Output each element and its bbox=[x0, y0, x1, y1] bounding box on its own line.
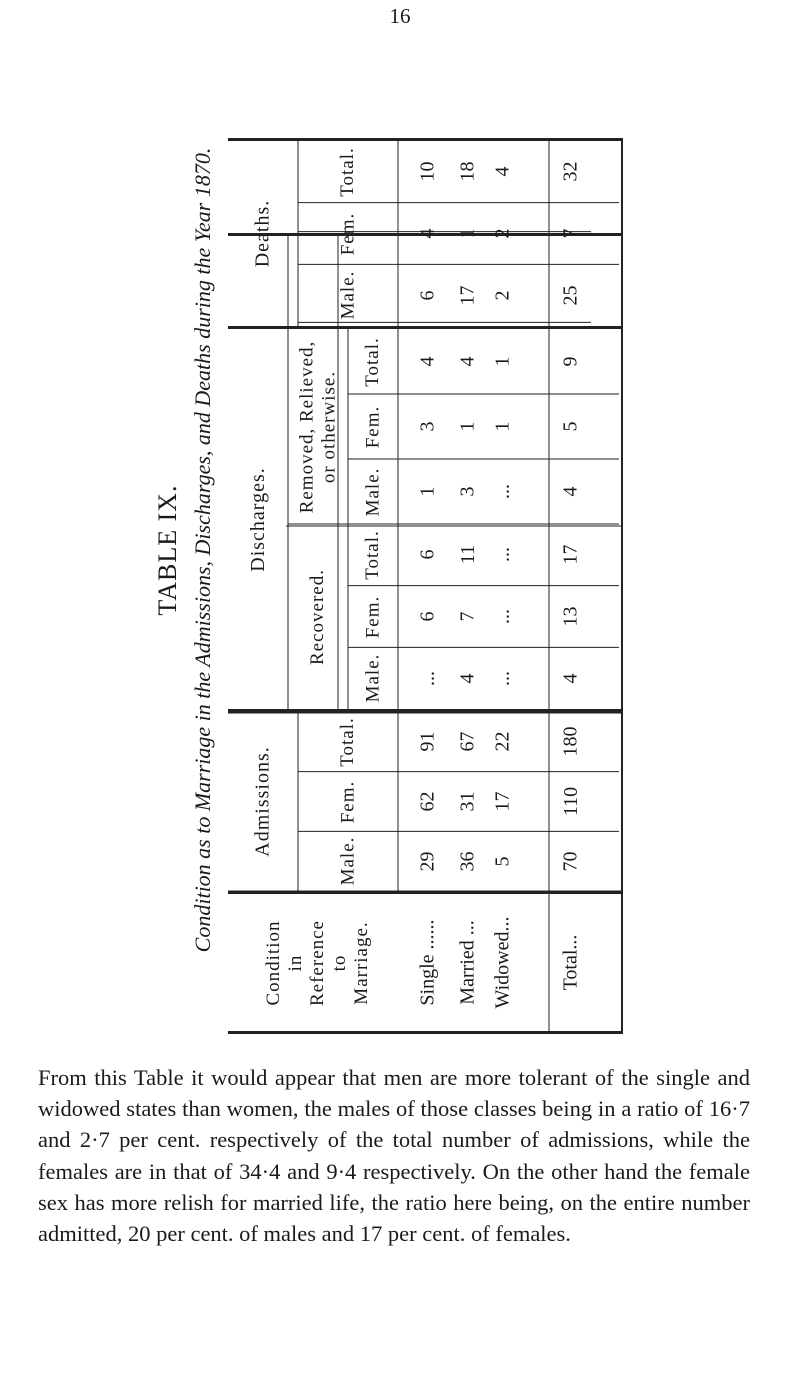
removed-cell: 1 bbox=[456, 421, 479, 432]
deaths-cell: 4 bbox=[491, 166, 514, 177]
recovered-cell: 6 bbox=[416, 549, 439, 560]
removed-cell: 1 bbox=[416, 486, 439, 497]
deaths-cell: 1 bbox=[456, 228, 479, 239]
recovered-cell: 4 bbox=[456, 673, 479, 684]
deaths-col-header: Fem. bbox=[336, 212, 358, 255]
deaths-cell: 17 bbox=[456, 285, 479, 306]
deaths-cell: 25 bbox=[559, 285, 582, 306]
admissions-col-header: Fem. bbox=[336, 780, 358, 823]
deaths-heading: Deaths. bbox=[251, 199, 274, 268]
row-label: Married ... bbox=[456, 920, 479, 1005]
deaths-col-header: Total. bbox=[336, 147, 358, 197]
admissions-cell: 62 bbox=[416, 791, 439, 812]
deaths-col-header: Male. bbox=[336, 270, 358, 320]
recovered-cell: 11 bbox=[456, 545, 479, 565]
deaths-cell: 32 bbox=[559, 161, 582, 182]
discharges-heading: Discharges. bbox=[246, 466, 269, 572]
removed-cell: 9 bbox=[559, 356, 582, 367]
condition-header-line: Condition bbox=[263, 920, 284, 1006]
page-number: 16 bbox=[389, 4, 411, 28]
deaths-cell: 7 bbox=[559, 228, 582, 239]
row-label: Widowed... bbox=[491, 916, 514, 1009]
removed-cell: 3 bbox=[416, 421, 439, 432]
recovered-heading: Recovered. bbox=[306, 568, 328, 665]
admissions-cell: 36 bbox=[456, 851, 479, 872]
deaths-cell: 10 bbox=[416, 161, 439, 182]
table-caption: Condition as to Marriage in the Admissions, Discharges, and Deaths during the Year 1870. bbox=[190, 147, 215, 953]
condition-header-line: in bbox=[285, 954, 306, 971]
condition-header bbox=[263, 920, 373, 1006]
condition-header-line: Marriage. bbox=[351, 920, 372, 1005]
deaths-cell: 2 bbox=[491, 228, 514, 239]
recovered-col-header: Male. bbox=[361, 653, 383, 703]
row-label: Single ...... bbox=[416, 919, 439, 1006]
removed-cell: 4 bbox=[559, 486, 582, 497]
recovered-col-header: Total. bbox=[361, 530, 383, 580]
recovered-cell: ... bbox=[491, 547, 514, 563]
removed-heading-line: or otherwise. bbox=[317, 370, 339, 483]
removed-col-header: Male. bbox=[361, 467, 383, 516]
admissions-cell: 180 bbox=[559, 726, 582, 757]
admissions-cell: 67 bbox=[456, 731, 479, 752]
admissions-col-header: Male. bbox=[336, 836, 358, 886]
deaths-cell: 4 bbox=[416, 228, 439, 239]
recovered-cell: ... bbox=[491, 609, 514, 624]
recovered-col-header: Fem. bbox=[361, 595, 383, 638]
removed-cell: 1 bbox=[491, 356, 514, 367]
removed-cell: 5 bbox=[559, 421, 582, 432]
deaths-cell: 18 bbox=[456, 161, 479, 182]
recovered-cell: ... bbox=[416, 670, 439, 686]
marriage-condition-table bbox=[228, 138, 621, 1034]
recovered-cell: 17 bbox=[559, 544, 582, 565]
condition-header-line: to bbox=[329, 954, 350, 971]
removed-heading bbox=[296, 340, 340, 513]
admissions-cell: 29 bbox=[416, 851, 439, 872]
table-label: TABLE IX. bbox=[153, 484, 182, 616]
recovered-cell: 6 bbox=[416, 611, 439, 622]
admissions-cell: 22 bbox=[491, 731, 514, 752]
admissions-cell: 70 bbox=[559, 851, 582, 872]
recovered-cell: 13 bbox=[559, 606, 582, 627]
removed-col-header: Fem. bbox=[361, 405, 383, 448]
admissions-col-header: Total. bbox=[336, 717, 358, 767]
table-title-block bbox=[150, 80, 230, 1020]
admissions-cell: 31 bbox=[456, 791, 479, 812]
removed-cell: 1 bbox=[491, 421, 514, 432]
table-rules bbox=[228, 141, 621, 1031]
admissions-heading: Admissions. bbox=[251, 746, 274, 857]
removed-cell: 4 bbox=[416, 356, 439, 367]
admissions-cell: 110 bbox=[559, 786, 582, 817]
recovered-cell: 7 bbox=[456, 611, 479, 622]
deaths-cell: 6 bbox=[416, 290, 439, 301]
recovered-cell: ... bbox=[491, 670, 514, 686]
commentary-paragraph: From this Table it would appear that men are more tolerant of the single and widowed states than women, the males of those classes being in a ratio of 16·7 and 2·7 per cent. respectively of the total number of admissions, while the females are in that of 34·4 and 9·4 respectively. On the other hand the female sex has more relish for married life, the ratio here being, on the entire number admitted, 20 per cent. of males and 17 per cent. of females. bbox=[38, 1065, 750, 1247]
admissions-cell: 5 bbox=[491, 856, 514, 867]
deaths-cell: 2 bbox=[491, 290, 514, 301]
row-label: Total... bbox=[559, 934, 582, 991]
condition-header-line: Reference bbox=[307, 919, 328, 1006]
removed-cell: 3 bbox=[456, 486, 479, 497]
admissions-cell: 17 bbox=[491, 791, 514, 812]
removed-col-header: Total. bbox=[361, 336, 383, 387]
recovered-cell: 4 bbox=[559, 673, 582, 684]
removed-cell: ... bbox=[491, 484, 514, 499]
admissions-cell: 91 bbox=[416, 731, 439, 752]
removed-cell: 4 bbox=[456, 356, 479, 367]
removed-heading-line: Removed, Relieved, bbox=[295, 340, 317, 513]
